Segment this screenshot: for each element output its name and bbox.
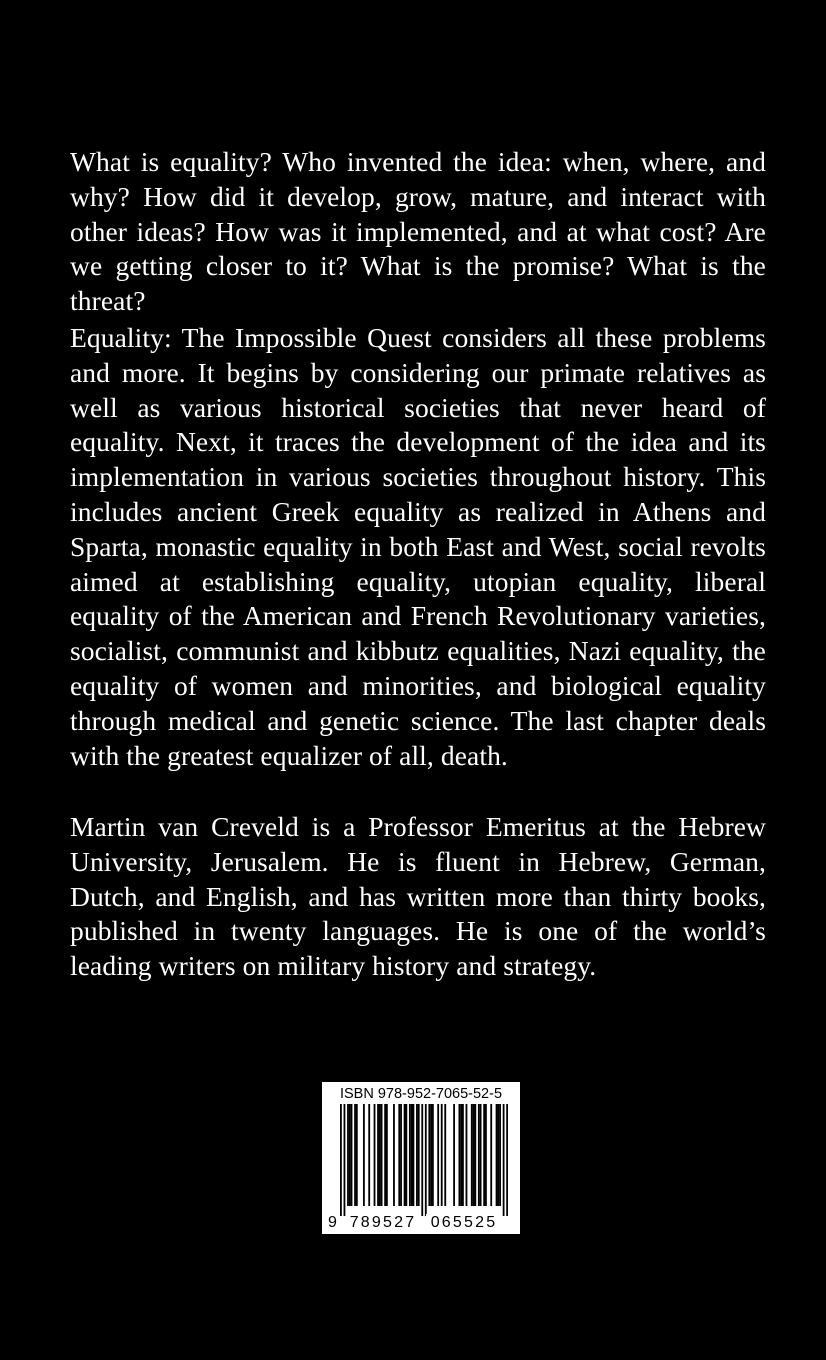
barcode-bar bbox=[466, 1104, 468, 1206]
blurb-paragraph-questions: What is equality? Who invented the idea: when, where, and why? How did it develop, grow, mature, and interact with other ideas? How was it implemented, and at what cost? Are we getting closer to it? What is the promise? What is the threat? bbox=[70, 146, 766, 317]
barcode-bar bbox=[379, 1104, 381, 1206]
barcode-bar bbox=[398, 1104, 400, 1206]
isbn-label: ISBN 978-952-7065-52-5 bbox=[339, 1086, 503, 1102]
barcode-bar bbox=[377, 1104, 379, 1206]
barcode-bar bbox=[416, 1104, 418, 1206]
barcode-bar bbox=[478, 1104, 480, 1206]
barcode-bar bbox=[430, 1104, 432, 1206]
barcode-lead-digit: 9 bbox=[328, 1214, 337, 1231]
barcode-guard-bar bbox=[425, 1104, 427, 1216]
barcode-bar bbox=[368, 1104, 370, 1206]
barcode-bar bbox=[497, 1104, 499, 1206]
barcode-bar bbox=[356, 1104, 358, 1206]
barcode-bar bbox=[413, 1104, 415, 1206]
barcode-bar bbox=[349, 1104, 351, 1206]
barcode-bar bbox=[400, 1104, 402, 1206]
barcode-bar bbox=[437, 1104, 439, 1206]
barcode-bar bbox=[458, 1104, 460, 1206]
barcode-bar bbox=[441, 1104, 443, 1206]
barcode-bar bbox=[354, 1104, 356, 1206]
barcode-bar bbox=[351, 1104, 353, 1206]
barcode-bar bbox=[444, 1104, 446, 1206]
barcode-digits bbox=[322, 1214, 520, 1232]
barcode-bars bbox=[340, 1104, 508, 1216]
barcode-bar bbox=[384, 1104, 386, 1206]
barcode-bar bbox=[499, 1104, 501, 1206]
barcode-bar bbox=[485, 1104, 487, 1206]
barcode-bar bbox=[409, 1104, 411, 1206]
barcode-bar bbox=[405, 1104, 407, 1206]
barcode-right-digits: 065525 bbox=[426, 1214, 502, 1232]
barcode-bar bbox=[381, 1104, 383, 1206]
barcode-bar bbox=[453, 1104, 455, 1206]
barcode-bar bbox=[404, 1104, 406, 1206]
blurb-paragraph-summary: Equality: The Impossible Quest considers all these problems and more. It begins by considering our primate relatives as well as various historical societies that never heard of equality. Next, it traces the development of the idea and its implementation in various societies throughout history. This includes ancient Greek equality as realized in Athens and Sparta, monastic equality in both East and West, social revolts aimed at establishing equality, utopian equality, liberal equality of the American and French Revolutionary varieties, socialist, communist and kibbutz equalities, Nazi equality, the equality of women and minorities, and biological equality through medical and genetic science. The last chapter deals with the greatest equalizer of all, death. bbox=[70, 322, 766, 771]
barcode-bar bbox=[474, 1104, 476, 1206]
barcode-bars-graphic bbox=[340, 1104, 508, 1216]
barcode-guard-bar bbox=[340, 1104, 342, 1216]
barcode-bar bbox=[418, 1104, 420, 1206]
barcode-left-digits: 789527 bbox=[346, 1214, 420, 1232]
barcode-guard-bar bbox=[421, 1104, 423, 1216]
barcode-guard-bar bbox=[344, 1104, 346, 1216]
isbn-barcode bbox=[322, 1082, 520, 1234]
barcode-bar bbox=[483, 1104, 485, 1206]
barcode-bar bbox=[393, 1104, 395, 1206]
barcode-bar bbox=[473, 1104, 475, 1206]
barcode-bar bbox=[432, 1104, 434, 1206]
barcode-bar bbox=[347, 1104, 349, 1206]
barcode-guard-bar bbox=[506, 1104, 508, 1216]
barcode-bar bbox=[386, 1104, 388, 1206]
barcode-bar bbox=[462, 1104, 464, 1206]
barcode-bar bbox=[374, 1104, 376, 1206]
barcode-bar bbox=[471, 1104, 473, 1206]
barcode-bar bbox=[490, 1104, 492, 1206]
barcode-guard-bar bbox=[503, 1104, 505, 1216]
barcode-bar bbox=[480, 1104, 482, 1206]
barcode-bar bbox=[460, 1104, 462, 1206]
barcode-bar bbox=[428, 1104, 430, 1206]
barcode-bar bbox=[363, 1104, 365, 1206]
barcode-bar bbox=[411, 1104, 413, 1206]
author-bio-paragraph: Martin van Creveld is a Professor Emeritus at the Hebrew University, Jerusalem. He is fluent in Hebrew, German, Dutch, and English, and has written more than thirty books, published in twenty languages. He is one of the world’s leading writers on military history and strategy. bbox=[70, 811, 766, 982]
barcode-bar bbox=[496, 1104, 498, 1206]
